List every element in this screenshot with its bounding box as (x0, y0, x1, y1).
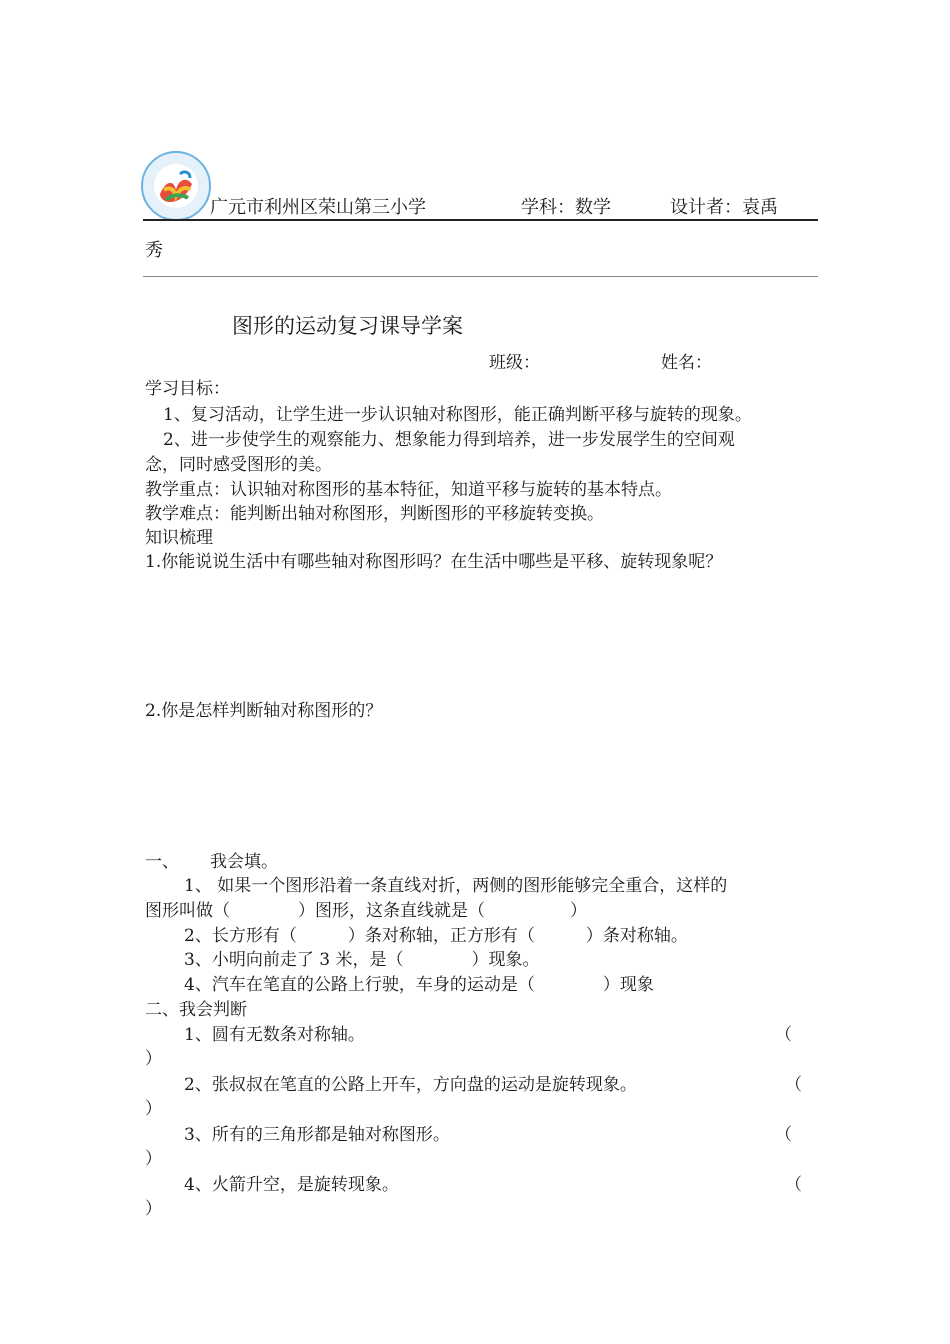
key-point: 教学重点：认识轴对称图形的基本特征，知道平移与旋转的基本特点。 (145, 480, 672, 500)
fill-heading: 我会填。 (210, 852, 278, 872)
header-divider (143, 276, 818, 277)
fill-question-1a: 1、 如果一个图形沿着一条直线对折，两侧的图形能够完全重合，这样的 (184, 876, 728, 896)
fill-question-3: 3、小明向前走了 3 米，是（ ）现象。 (184, 950, 540, 970)
judge-item-1: 1、圆有无数条对称轴。 (184, 1025, 365, 1045)
objective-2a: 2、进一步使学生的观察能力、想象能力得到培养，进一步发展学生的空间观 (163, 430, 735, 450)
designer-name-cont: 秀 (145, 240, 163, 261)
judge-item-4-open: （ (785, 1175, 802, 1195)
judge-item-1-open: （ (775, 1025, 792, 1045)
judge-item-2-close: ） (145, 1099, 162, 1119)
judge-item-4: 4、火箭升空，是旋转现象。 (184, 1175, 399, 1195)
judge-item-3: 3、所有的三角形都是轴对称图形。 (184, 1125, 450, 1145)
school-logo (140, 150, 212, 222)
judge-item-4-close: ） (145, 1199, 162, 1219)
objective-1: 1、复习活动，让学生进一步认识轴对称图形，能正确判断平移与旋转的现象。 (163, 405, 752, 425)
judge-item-2-open: （ (785, 1075, 802, 1095)
class-label: 班级： (489, 353, 540, 373)
subject-label: 学科：数学 (521, 197, 611, 218)
header-rule (143, 219, 818, 221)
judge-heading: 二、我会判断 (145, 1000, 247, 1020)
judge-item-3-open: （ (775, 1125, 792, 1145)
fill-section-number: 一、 (145, 852, 179, 872)
fill-question-1b: 图形叫做（ ）图形，这条直线就是（ ） (145, 901, 587, 921)
judge-item-1-close: ） (145, 1049, 162, 1069)
difficult-point: 教学难点：能判断出轴对称图形，判断图形的平移旋转变换。 (145, 504, 604, 524)
page-title: 图形的运动复习课导学案 (232, 314, 463, 338)
knowledge-question-1: 1.你能说说生活中有哪些轴对称图形吗？在生活中哪些是平移、旋转现象呢？ (145, 552, 723, 572)
school-name: 广元市利州区荣山第三小学 (210, 197, 426, 218)
fill-question-4: 4、汽车在笔直的公路上行驶，车身的运动是（ ）现象 (184, 975, 654, 995)
designer-label: 设计者：袁禹 (670, 197, 778, 218)
judge-item-2: 2、张叔叔在笔直的公路上开车，方向盘的运动是旋转现象。 (184, 1075, 637, 1095)
fill-question-2: 2、长方形有（ ）条对称轴，正方形有（ ）条对称轴。 (184, 926, 688, 946)
judge-item-3-close: ） (145, 1149, 162, 1169)
knowledge-question-2: 2.你是怎样判断轴对称图形的？ (145, 701, 383, 721)
objectives-heading: 学习目标： (145, 379, 230, 399)
knowledge-heading: 知识梳理 (145, 528, 213, 548)
objective-2b: 念，同时感受图形的美。 (145, 455, 332, 475)
name-label: 姓名： (661, 353, 712, 373)
